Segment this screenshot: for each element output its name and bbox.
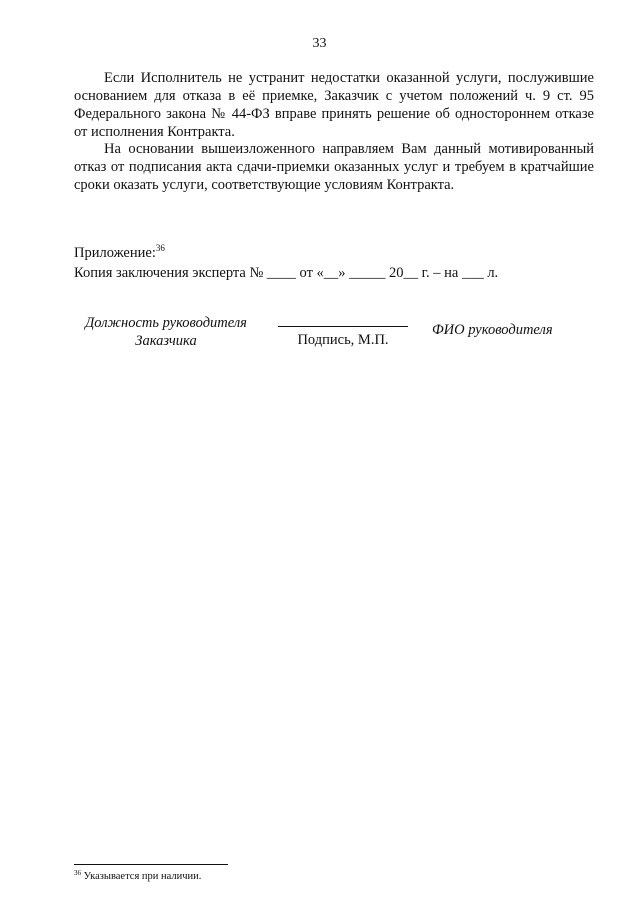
- appendix-label: Приложение:: [74, 245, 156, 261]
- footnote-text: Указывается при наличии.: [81, 871, 202, 882]
- body-paragraph: [74, 140, 594, 194]
- signature-label: Подпись, М.П.: [297, 332, 389, 348]
- appendix-block: [74, 243, 498, 283]
- signatory-name: ФИО руководителя: [432, 322, 553, 338]
- signatory-position: [74, 314, 258, 350]
- footnote-divider: [74, 864, 228, 865]
- signatory-position-line1: Должность руководителя: [85, 315, 247, 331]
- footnote-number: 36: [74, 869, 81, 877]
- paragraph-text: На основании вышеизложенного направляем Вам данный мотивированный отказ от подписания акта сдачи-приемки оказанных услуг и требуем в кратчайшие сроки оказать услуги, соответствующие условиям Контракта.: [74, 141, 594, 193]
- signature-line: [278, 326, 408, 327]
- footnote: [74, 870, 201, 883]
- footnote-reference: 36: [155, 243, 165, 253]
- page-number: 33: [312, 36, 327, 51]
- appendix-heading: [74, 243, 498, 263]
- body-paragraph: [74, 69, 594, 141]
- signatory-position-line2: Заказчика: [135, 333, 197, 349]
- paragraph-text: Если Исполнитель не устранит недостатки оказанной услуги, послужившие основанием для отказа в её приемке, Заказчик с учетом положений ч. 9 ст. 95 Федерального закона № 44-ФЗ вправе принять решение об одностороннем отказе от исполнения Контракта.: [74, 70, 594, 140]
- appendix-line: Копия заключения эксперта № ____ от «__» _____ 20__ г. – на ___ л.: [74, 265, 499, 281]
